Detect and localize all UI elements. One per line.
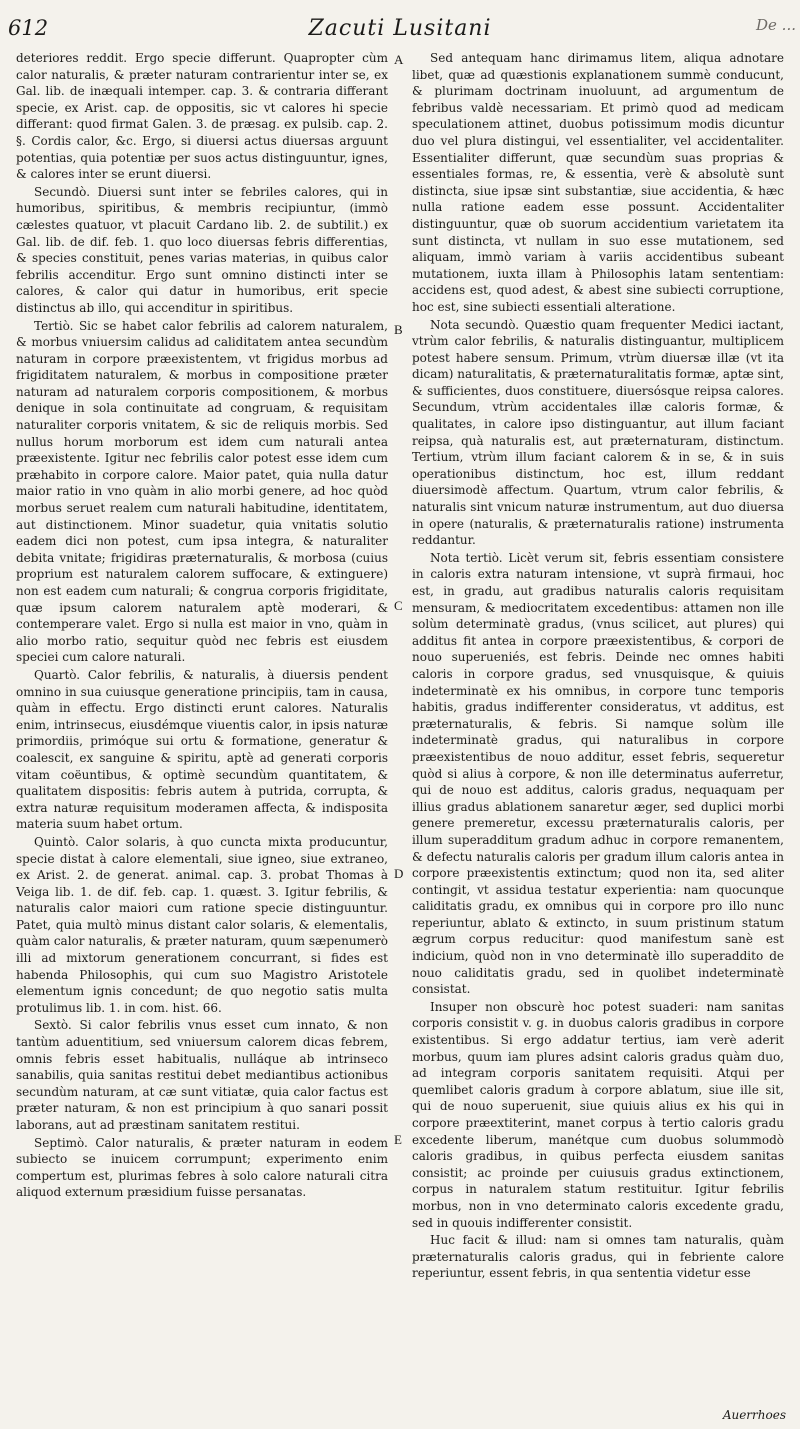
paragraph: Huc facit & illud: nam si omnes tam naturalis, quàm præternaturalis caloris gradus, qui in febriente calore reperiuntur, essent febris, in qua sententia videtur esse <box>412 1233 784 1281</box>
right-column <box>412 50 784 1282</box>
running-head: Zacuti Lusitani <box>308 16 492 41</box>
margin-letter-b: B <box>394 322 403 337</box>
paragraph: Tertiò. Sic se habet calor febrilis ad calorem naturalem, & morbus vniuersim calidus ad caliditatem antea secundùm naturam in corpore præexistentem, vt frigidus morbus ad frigiditatem naturalem, & morbus in compositione præter naturam ad naturalem corporis compositionem, & morbus denique in sola continuitate ad congruam, & requisitam naturaliter corporis vnitatem, & sic de reliquis morbis. Sed nullus horum morborum est idem cum naturali antea præexistente. Igitur nec febrilis calor potest esse idem cum præhabito in corpore calore. Maior patet, quia nulla datur maior ratio in vno quàm in alio morbi genere, ad hoc quòd morbus seruet realem cum naturali habitudine, identitatem, aut distinctionem. Minor suadetur, quia vnitatis solutio eadem dici non potest, cum ipsa integra, & naturaliter debita vnitate; frigidiras præternaturalis, & morbosa (cuius proprium est naturalem calorem suffocare, & extinguere) non est eadem cum naturali; & congrua corporis frigiditate, quæ ipsum calorem naturalem aptè moderari, & contemperare valet. Ergo si nulla est maior in vno, quàm in alio morbo ratio, sequitur quòd nec febris est eiusdem speciei cum calore naturali. <box>16 318 388 665</box>
margin-letter-d: D <box>394 866 404 881</box>
margin-letter-a: A <box>394 52 404 67</box>
page-number: 612 <box>8 16 49 40</box>
paragraph: Sed antequam hanc dirimamus litem, aliqua adnotare libet, quæ ad quæstionis explanationem summè conducunt, & plurimam doctrinam inuoluunt, ad argumentum de febribus valdè necessariam. Et primò quod ad medicam speculationem attinet, duobus potissimum modis dicuntur duo vel plura distingui, vel essentialiter, vel accidentaliter. Essentialiter differunt, quæ secundùm suas proprias & essentiales formas, re, & essentia, verè & absolutè sunt distincta, siue ipsæ sint substantiæ, siue accidentia, & hæc nulla ratione eadem esse possunt. Accidentaliter distinguuntur, quæ ob suorum accidentium varietatem ita sunt distincta, vt nullam in suo esse mutationem, sed aliquam, immò variam à variis accidentibus subeant mutationem, iuxta illam à Philosophis latam sententiam: accidens est, quod adest, & abest sine subiecti corruptione, hoc est, sine subiecti essentiali alteratione. <box>412 51 784 314</box>
margin-letter-e: E <box>394 1132 402 1147</box>
running-head-right: De ... <box>756 16 796 34</box>
paragraph: Sextò. Si calor febrilis vnus esset cum innato, & non tantùm aduentitium, sed vniuersum calorem dicas febrem, omnis febris esset habitualis, nulláque ab intrinseco sanabilis, quia sanitas restitui debet mediantibus actionibus secundùm naturam, at cæ sunt vitiatæ, quia calor factus est præter naturam, & non est principium à quo sanari possit laborans, aut ad præstinam sanitatem restitui. <box>16 1018 388 1132</box>
paragraph: Nota secundò. Quæstio quam frequenter Medici iactant, vtrùm calor febrilis, & naturalis distinguantur, multiplicem potest habere sensum. Primum, vtrùm diuersæ illæ (vt ita dicam) naturalitatis, & præternaturalitatis formæ, aptæ sint, & sufficientes, duos constituere, diuersósque reipsa calores. Secundum, vtrùm accidentales illæ caloris formæ, & qualitates, in calore ipso distinguantur, aut illum faciant reipsa, quà naturalis est, aut præternaturam, distinctum. Tertium, vtrùm illum faciant calorem & in se, & in suis operationibus distinctum, hoc est, illum reddant diuersimodè affectum. Quartum, vtrum calor febrilis, & naturalis sint vnicum naturæ instrumentum, aut duo diuersa in opere (naturalis, & præternaturalis ratione) instrumenta reddantur. <box>412 317 784 548</box>
paragraph: Quartò. Calor febrilis, & naturalis, à diuersis pendent omnino in sua cuiusque generatione principiis, tam in causa, quàm in effectu. Ergo distincti erunt calores. Naturalis enim, intrinsecus, eiusdémque viuentis calor, in ipsis naturæ primordiis, primóque sui ortu & formatione, generatur & coalescit, ex sanguine & spiritu, aptè ad generati corporis vitam coëuntibus, & optimè secundùm quantitatem, & qualitatem dispositis: febris autem à putrida, corrupta, & extra naturæ requisitum moderamen affecta, & indisposita materia suum habet ortum. <box>16 667 388 832</box>
left-column <box>16 50 388 1201</box>
paragraph: Insuper non obscurè hoc potest suaderi: nam sanitas corporis consistit v. g. in duobus caloris gradibus in corpore existentibus. Si ergo addatur tertius, iam verè aderit morbus, quum iam plures adsint caloris gradus quàm duo, ad integram corporis sanitatem requisiti. Atqui per quemlibet caloris gradum à corpore ablatum, siue ille sit, qui de nouo superuenit, siue quiuis alius ex his qui in corpore præextiterint, manet corpus à tertio caloris gradu excedente liberum, manétque cum duobus solummodò caloris gradibus, in quibus perfecta eiusdem sanitas consistit; ac proinde per cuiusuis gradus extinctionem, corpus in naturalem statum restituitur. Igitur febrilis morbus, non in vno determinato caloris excedente gradu, sed in quouis indifferenter consistit. <box>412 999 784 1230</box>
paragraph: deteriores reddit. Ergo specie differunt. Quapropter cùm calor naturalis, & præter naturam contrarientur inter se, ex Gal. lib. de inæquali intemper. cap. 3. & contraria differant specie, ex Arist. cap. de oppositis, sic vt calores hi specie differant: quod firmat Galen. 3. de præsag. ex pulsib. cap. 2. §. Cordis calor, &c. Ergo, si diuersi actus diuersas arguunt potentias, quia potentiæ per suos actus distinguuntur, ignes, & calores inter se erunt diuersi. <box>16 51 388 182</box>
paragraph: Quintò. Calor solaris, à quo cuncta mixta producuntur, specie distat à calore elementali, siue igneo, siue extraneo, ex Arist. 2. de generat. animal. cap. 3. probat Thomas à Veiga lib. 1. de dif. feb. cap. 1. quæst. 3. Igitur febrilis, & naturalis calor maiori cum ratione specie distinguuntur. Patet, quia multò minus distant calor solaris, & elementalis, quàm calor naturalis, & præter naturam, quum sæpenumerò illi ad mixtorum generationem concurrant, si fides est habenda Philosophis, qui cum suo Magistro Aristotele elementum ignis concedunt; de quo negotio satis multa protulimus lib. 1. in com. hist. 66. <box>16 834 388 1015</box>
paragraph: Septimò. Calor naturalis, & præter naturam in eodem subiecto se inuicem corrumpunt; experimento enim compertum est, plurimas febres à solo calore naturali citra aliquod externum præsidium fuisse persanatas. <box>16 1135 388 1200</box>
page-header <box>0 16 800 48</box>
paragraph: Secundò. Diuersi sunt inter se febriles calores, qui in humoribus, spiritibus, & membris recipiuntur, (immò cælestes quatuor, vt placuit Cardano lib. 2. de subtilit.) ex Gal. lib. de dif. feb. 1. quo loco diuersas febris differentias, & species constituit, penes varias materias, in quibus calor febrilis accenditur. Ergo sunt omnino distincti inter se calores, & calor qui datur in humoribus, erit specie distinctus ab illo, qui accenditur in spiritibus. <box>16 184 388 315</box>
paragraph: Nota tertiò. Licèt verum sit, febris essentiam consistere in caloris extra naturam intensione, vt suprà firmaui, hoc est, in gradu, aut gradibus naturalis caloris requisitam mensuram, & mediocritatem excedentibus: attamen non ille solùm determinatè gradus, (vnus scilicet, aut plures) qui additus fit antea in corpore præexistentibus, & corpori de nouo superueniés, est febris. Deinde nec omnes habiti caloris in corpore gradus, sed vnusquisque, & quiuis indeterminatè ex his omnibus, in corpore tunc temporis habitis, gradus indifferenter consideratus, vt additus, est præternaturalis, & febris. Si namque solùm ille indeterminatè gradus, qui naturalibus in corpore præexistentibus de nouo additur, esset febris, sequeretur quòd si alius à corpore, & non ille determinatus auferretur, qui de nouo est additus, caloris gradus, nequaquam per illius gradus ablationem sanaretur æger, sed duplici morbi genere premeretur, excessu præternaturalis caloris, per illum superadditum gradum adhuc in corpore remanentem, & defectu naturalis caloris per gradum illum caloris antea in corpore præexistentis extinctum; quod non ita, sed aliter contingit, vt assidua testatur experientia: nam quocunque caliditatis gradu, ex omnibus qui in corpore pro illo nunc reperiuntur, ablato & extincto, in suum pristinum statum ægrum corpus reducitur: quod manifestum sanè est indicium, quòd non in vno determinatè illo superaddito de nouo caliditatis gradu, sed in quolibet indeterminatè consistat. <box>412 550 784 997</box>
margin-letter-c: C <box>394 598 403 613</box>
catchword: Auerrhoes <box>722 1408 786 1422</box>
